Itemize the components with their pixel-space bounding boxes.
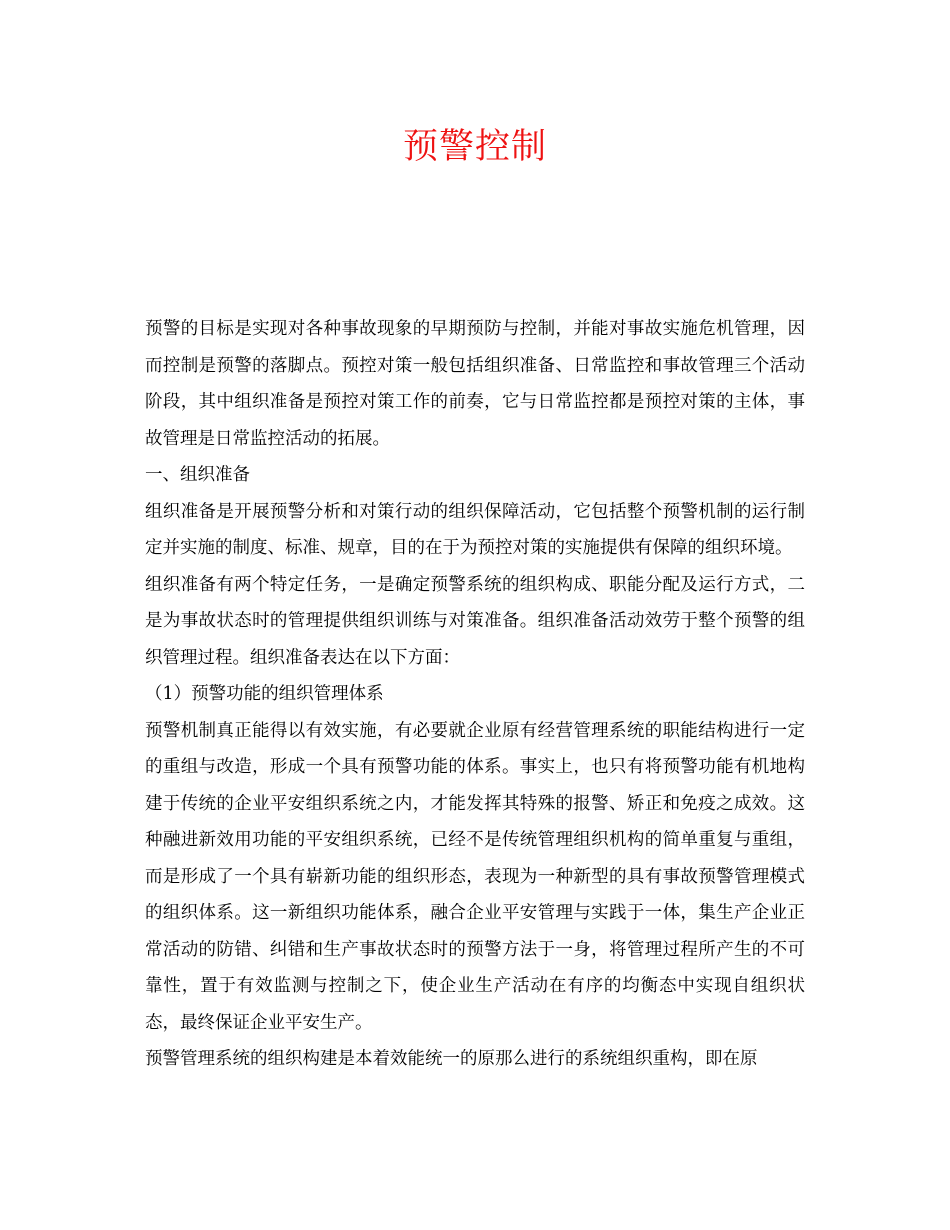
paragraph-organization-prep: 组织准备是开展预警分析和对策行动的组织保障活动，它包括整个预警机制的运行制定并实施的制度、标准、规章，目的在于为预控对策的实施提供有保障的组织环境。 — [145, 501, 805, 558]
paragraph-system-construction: 预警管理系统的组织构建是本着效能统一的原那么进行的系统组织重构，即在原 — [145, 1049, 758, 1069]
subheading-warning-org-system: （1）预警功能的组织管理体系 — [145, 684, 384, 704]
document-title: 预警控制 — [402, 127, 547, 167]
paragraph-two-tasks: 组织准备有两个特定任务，一是确定预警系统的组织构成、职能分配及运行方式，二是为事故状态时的管理提供组织训练与对策准备。组织准备活动效劳于整个预警的组织管理过程。组织准备表达在以下方面： — [145, 574, 805, 668]
paragraph-warning-mechanism: 预警机制真正能得以有效实施，有必要就企业原有经营管理系统的职能结构进行一定的重组与改造，形成一个具有预警功能的体系。事实上，也只有将预警功能有机地构建于传统的企业平安组织系统之内，才能发挥其特殊的报警、矫正和免疫之成效。这种融进新效用功能的平安组织系统，已经不是传统管理组织机构的简单重复与重组，而是形成了一个具有崭新功能的组织形态，表现为一种新型的具有事故预警管理模式的组织体系。这一新组织功能体系，融合企业平安管理与实践于一体，集生产企业正常活动的防错、纠错和生产事故状态时的预警方法于一身，将管理过程所产生的不可靠性，置于有效监测与控制之下，使企业生产活动在有序的均衡态中实现自组织状态，最终保证企业平安生产。 — [145, 720, 805, 1033]
section-heading-organization-prep: 一、组织准备 — [145, 465, 250, 485]
paragraph-intro: 预警的目标是实现对各种事故现象的早期预防与控制，并能对事故实施危机管理，因而控制是预警的落脚点。预控对策一般包括组织准备、日常监控和事故管理三个活动阶段，其中组织准备是预控对策工作的前奏，它与日常监控都是预控对策的主体，事故管理是日常监控活动的拓展。 — [145, 319, 805, 449]
document-body — [145, 311, 805, 1078]
